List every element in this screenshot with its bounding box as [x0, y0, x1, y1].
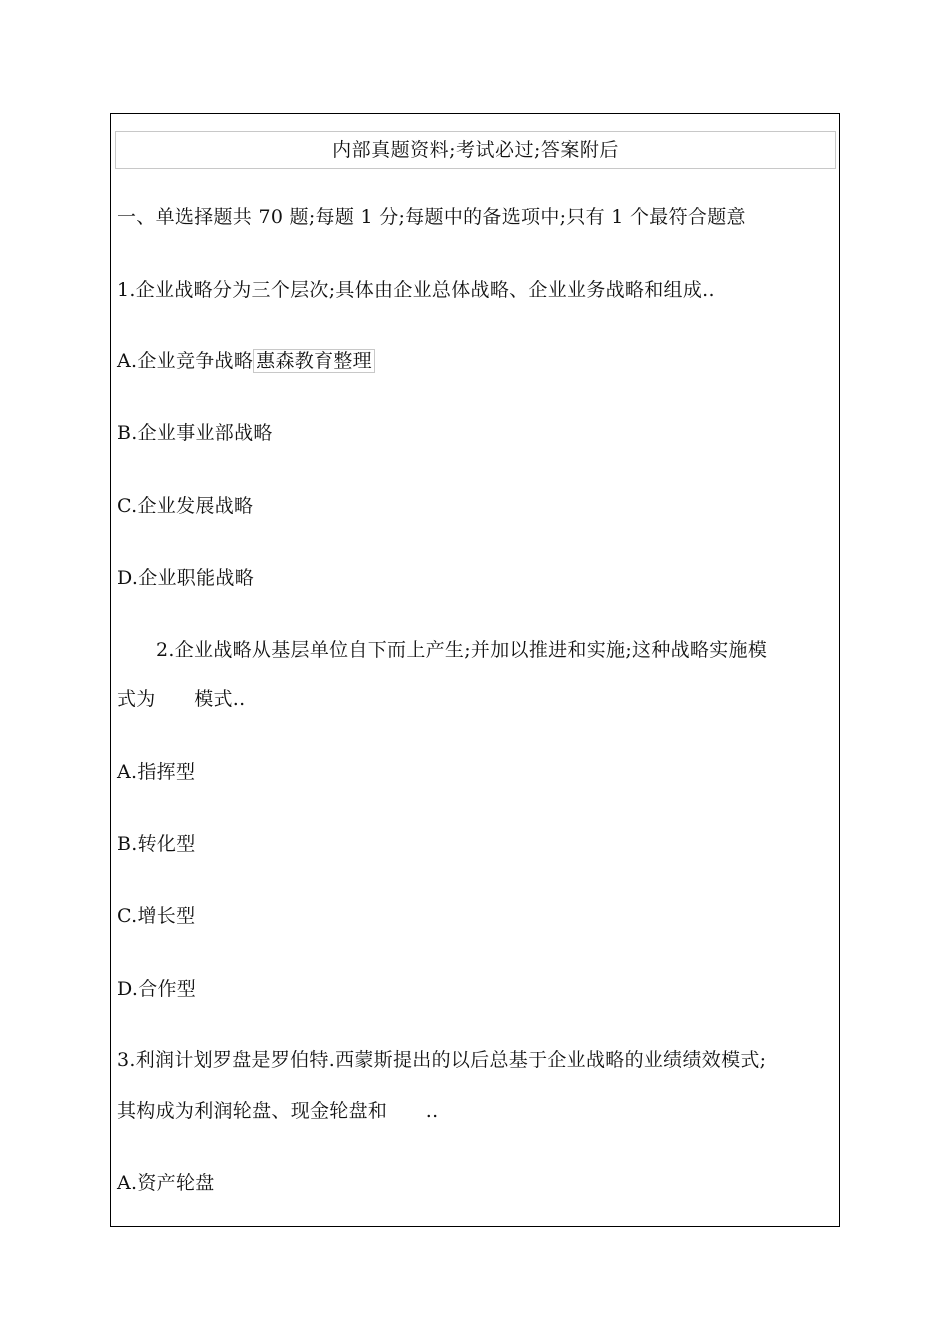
question-2-option-b: B.转化型	[117, 833, 196, 855]
document-header	[115, 131, 836, 169]
question-1-option-a	[117, 349, 375, 373]
question-1-option-c: C.企业发展战略	[117, 495, 254, 517]
question-1-stem: 1.企业战略分为三个层次;具体由企业总体战略、企业业务战略和组成..	[117, 279, 715, 301]
option-label: A.企业竞争战略	[117, 350, 254, 372]
watermark-note: 惠森教育整理	[253, 349, 375, 373]
question-1-option-b: B.企业事业部战略	[117, 422, 273, 444]
question-2-option-a: A.指挥型	[117, 761, 196, 783]
question-1-option-d: D.企业职能战略	[117, 567, 254, 589]
question-3-stem-line2: 其构成为利润轮盘、现金轮盘和 ..	[117, 1100, 439, 1122]
question-3-stem-line1: 3.利润计划罗盘是罗伯特.西蒙斯提出的以后总基于企业战略的业绩绩效模式;	[117, 1049, 767, 1071]
section-heading: 一、单选择题共 70 题;每题 1 分;每题中的备选项中;只有 1 个最符合题意	[117, 206, 746, 228]
header-title: 内部真题资料;考试必过;答案附后	[332, 139, 619, 161]
question-3-option-a: A.资产轮盘	[117, 1172, 215, 1194]
question-2-stem-line1: 2.企业战略从基层单位自下而上产生;并加以推进和实施;这种战略实施模	[156, 639, 768, 661]
question-2-stem-line2: 式为 模式..	[117, 688, 246, 710]
question-2-option-c: C.增长型	[117, 905, 196, 927]
question-2-option-d: D.合作型	[117, 978, 197, 1000]
